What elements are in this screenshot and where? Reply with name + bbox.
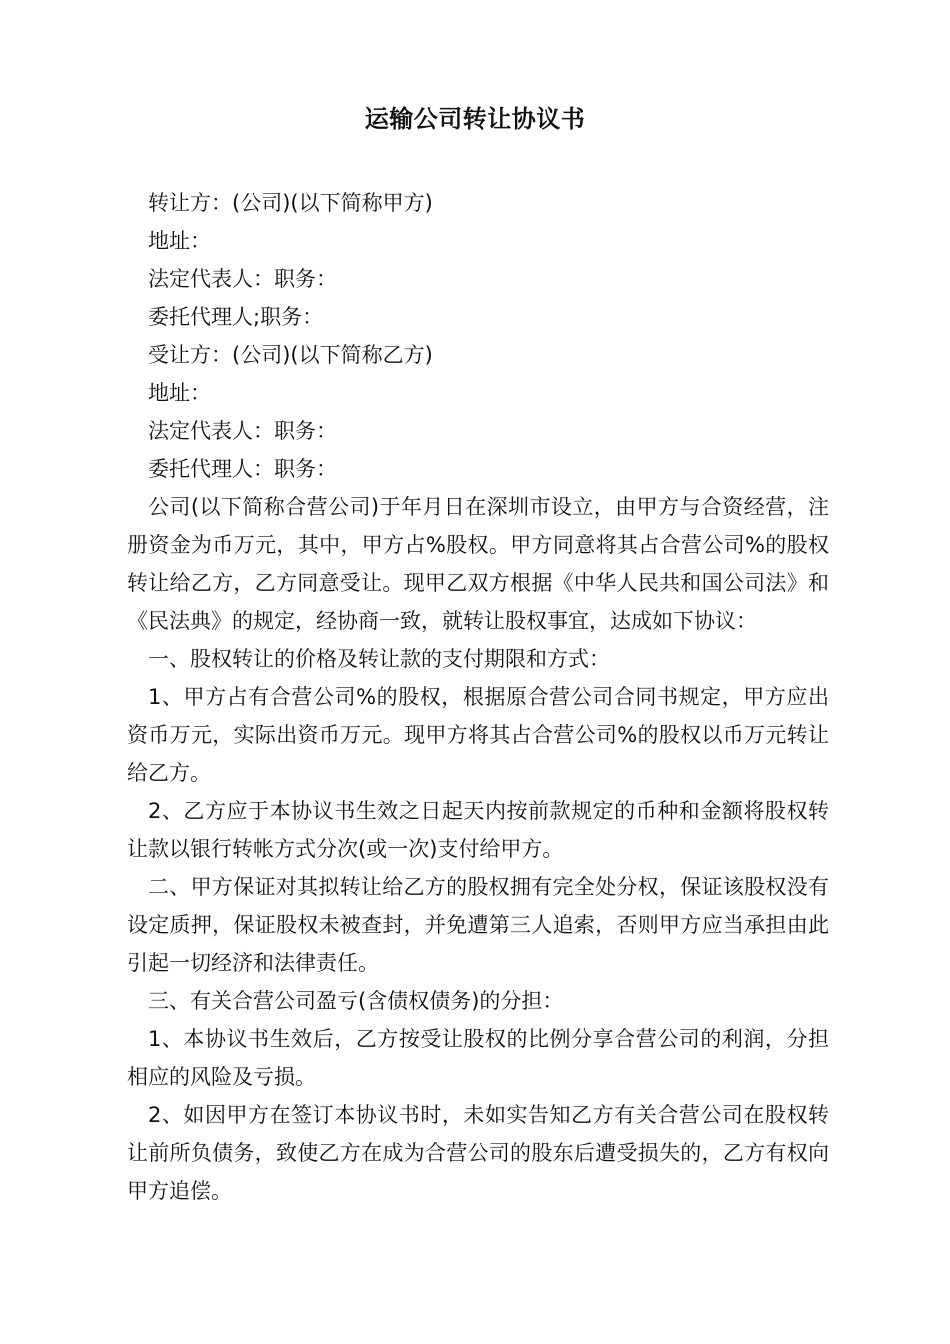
paragraph-transferee-address: 地址： xyxy=(148,381,211,405)
section-heading-profit-loss: 三、有关合营公司盈亏(含债权债务)的分担： xyxy=(148,989,564,1013)
clause-1-1: 1、甲方占有合营公司%的股权，根据原合营公司合同书规定，甲方应出资币万元，实际出资币万元。现甲方将其占合营公司%的股权以币万元转让给乙方。 xyxy=(127,685,829,785)
paragraph-transferee-agent: 委托代理人：职务： xyxy=(148,457,337,481)
paragraph-transferor-agent: 委托代理人;职务： xyxy=(148,305,324,329)
clause-3-2: 2、如因甲方在签订本协议书时，未如实告知乙方有关合营公司在股权转让前所负债务，致使乙方在成为合营公司的股东后遭受损失的，乙方有权向甲方追偿。 xyxy=(127,1103,829,1203)
paragraph-transferee-representative: 法定代表人：职务： xyxy=(148,419,337,443)
section-2-guarantee: 二、甲方保证对其拟转让给乙方的股权拥有完全处分权，保证该股权没有设定质押，保证股权未被查封，并免遭第三人追索，否则甲方应当承担由此引起一切经济和法律责任。 xyxy=(127,875,829,975)
paragraph-transferor-address: 地址： xyxy=(148,229,211,253)
clause-3-1: 1、本协议书生效后，乙方按受让股权的比例分享合营公司的利润，分担相应的风险及亏损。 xyxy=(127,1027,829,1089)
clause-1-2: 2、乙方应于本协议书生效之日起天内按前款规定的币种和金额将股权转让款以银行转帐方式分次(或一次)支付给甲方。 xyxy=(127,799,829,861)
paragraph-transferee: 受让方：(公司)(以下简称乙方) xyxy=(148,343,433,367)
section-heading-price-payment: 一、股权转让的价格及转让款的支付期限和方式： xyxy=(148,647,610,671)
paragraph-transferor-representative: 法定代表人：职务： xyxy=(148,267,337,291)
paragraph-preamble: 公司(以下简称合营公司)于年月日在深圳市设立，由甲方与合资经营，注册资金为币万元，其中，甲方占%股权。甲方同意将其占合营公司%的股权转让给乙方，乙方同意受让。现甲乙双方根据《中华人民共和国公司法》和《民法典》的规定，经协商一致，就转让股权事宜，达成如下协议： xyxy=(127,495,829,633)
document-title: 运输公司转让协议书 xyxy=(364,105,586,133)
document-body xyxy=(127,184,829,1210)
paragraph-transferor: 转让方：(公司)(以下简称甲方) xyxy=(148,191,433,215)
